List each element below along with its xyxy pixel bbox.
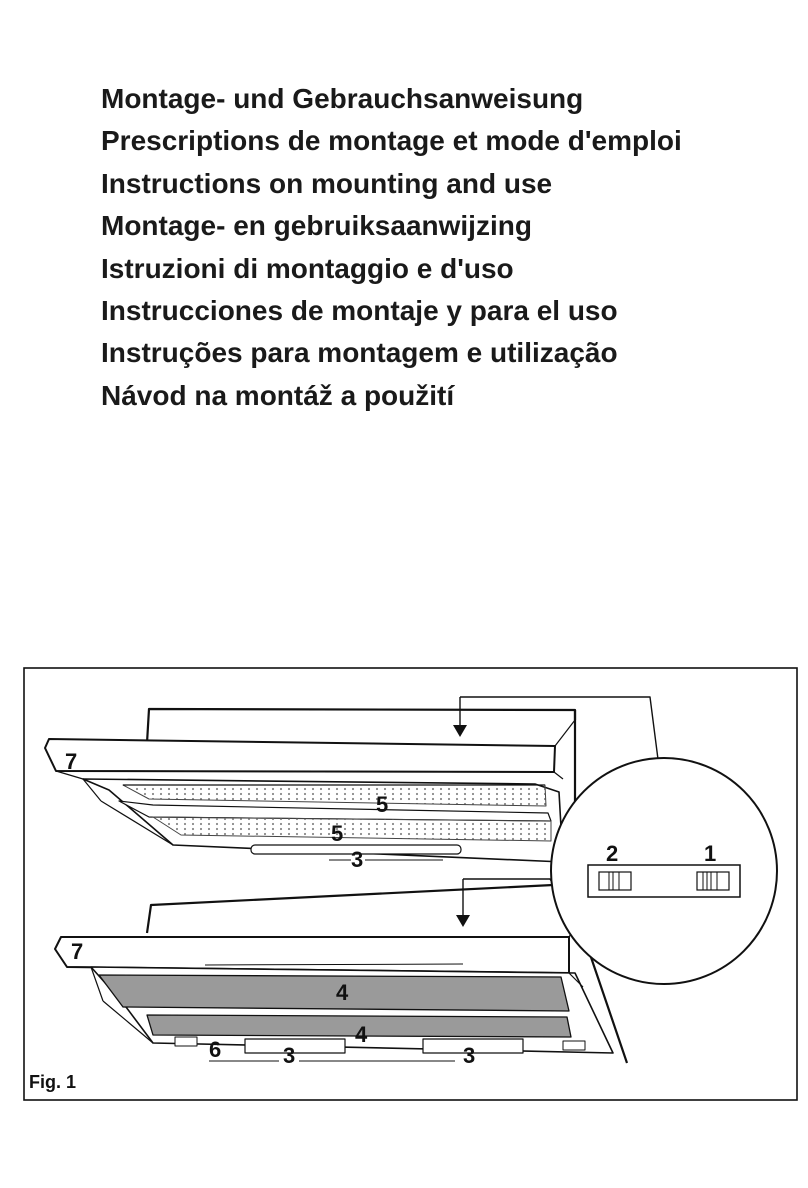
title-czech: Návod na montáž a použití: [101, 379, 455, 411]
hood-illustration: [23, 667, 798, 1101]
title-spanish: Instrucciones de montaje y para el uso: [101, 295, 618, 327]
top-hood-callout-5a: 5: [376, 792, 389, 817]
top-hood-callout-5b: 5: [331, 821, 344, 846]
switch-2-icon: [599, 872, 631, 890]
switch-1-icon: [697, 872, 729, 890]
detail-callout-1: 1: [704, 841, 717, 866]
figure-caption: Fig. 1: [29, 1072, 77, 1092]
bottom-hood-callout-7: 7: [71, 939, 84, 964]
detail-callout-2: 2: [606, 841, 619, 866]
top-hood-callout-7: 7: [65, 749, 78, 774]
title-portuguese: Instruções para montagem e utilização: [101, 337, 618, 369]
switch-detail-magnifier: [551, 758, 777, 984]
title-english: Instructions on mounting and use: [101, 167, 553, 199]
figure-1: [23, 667, 798, 1101]
bottom-hood-callout-4a: 4: [336, 980, 349, 1005]
bottom-hood-callout-4b: 4: [355, 1022, 368, 1047]
top-hood-callout-3: 3: [351, 847, 364, 872]
title-list: [101, 78, 801, 417]
title-italian: Istruzioni di montaggio e d'uso: [101, 252, 514, 284]
bottom-hood-callout-3-left: 3: [283, 1043, 296, 1068]
bottom-hood-callout-6: 6: [209, 1037, 222, 1062]
bottom-hood-callout-3-right: 3: [463, 1043, 476, 1068]
title-german: Montage- und Gebrauchsanweisung: [101, 83, 584, 114]
title-french: Prescriptions de montage et mode d'emploi: [101, 125, 682, 157]
title-dutch: Montage- en gebruiksaanwijzing: [101, 210, 532, 242]
